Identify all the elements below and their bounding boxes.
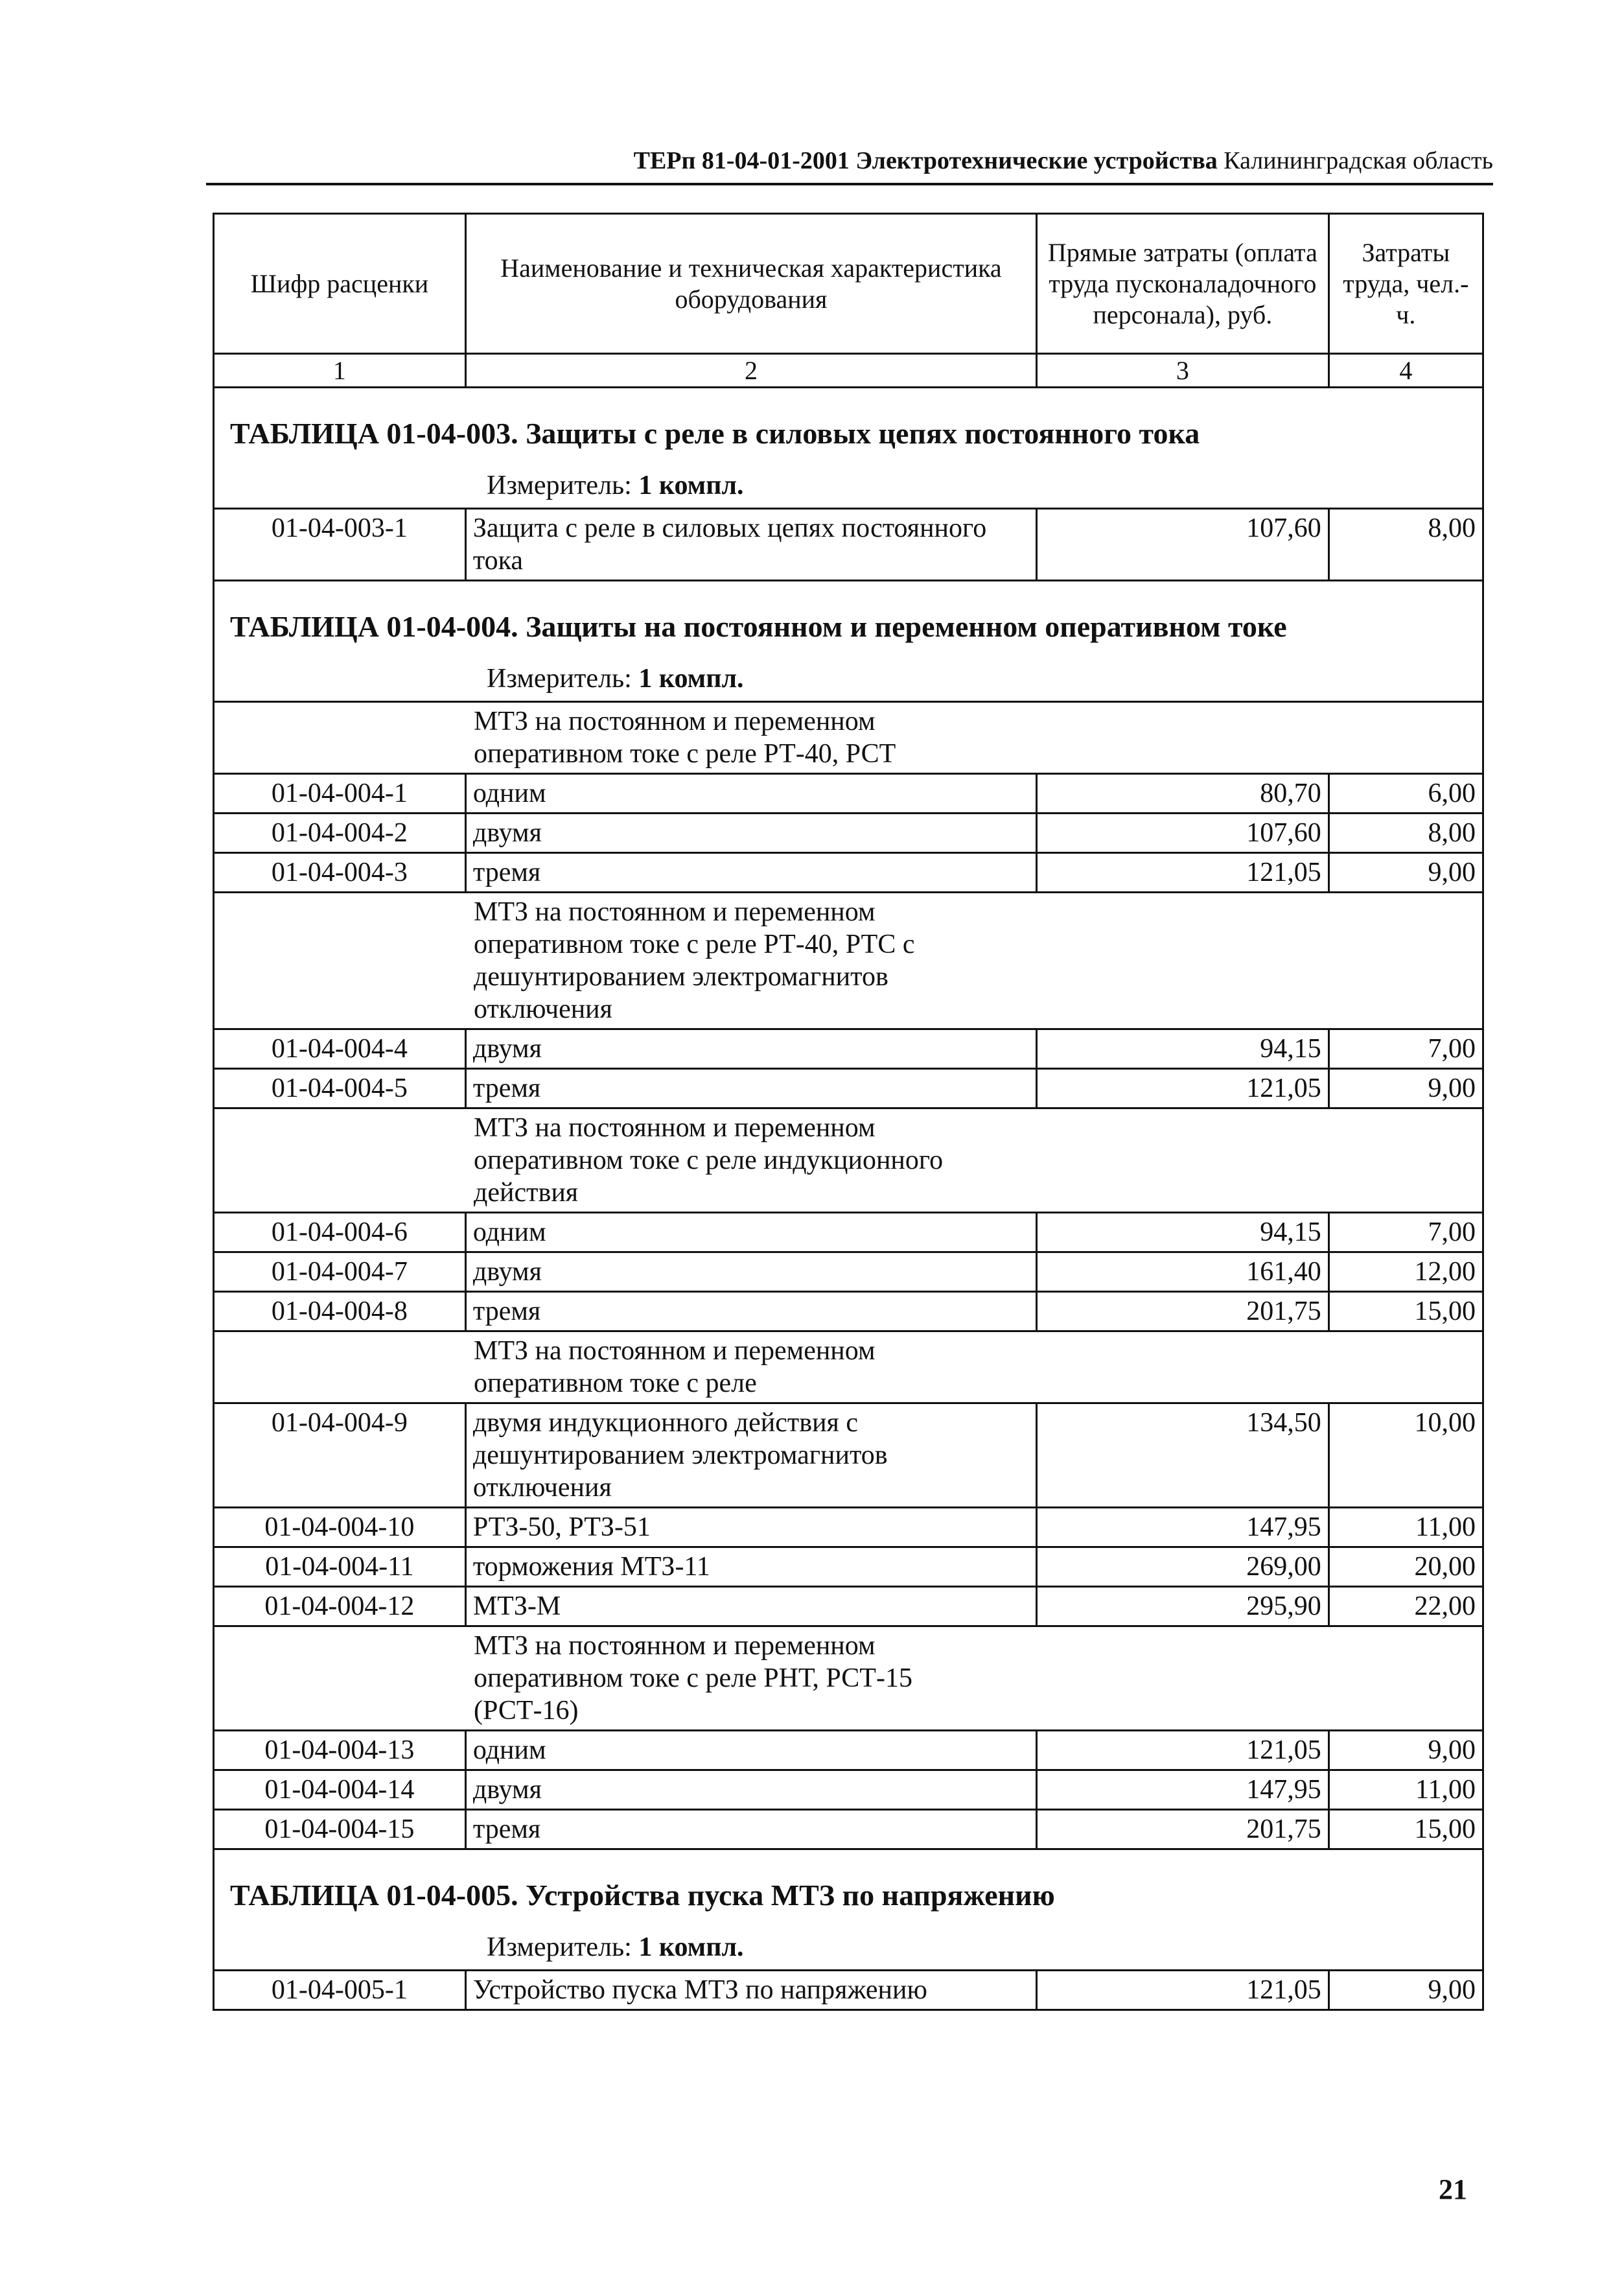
row-cost: 295,90 (1038, 1588, 1330, 1625)
row-cost: 134,50 (1038, 1404, 1330, 1506)
row-labor: 8,00 (1428, 513, 1476, 543)
row-name: одним (467, 1213, 1038, 1251)
meter-line (230, 1929, 1467, 1965)
table-body (215, 388, 1482, 2009)
group-heading-row (215, 703, 1482, 775)
group-heading: МТЗ на постоянном и переменном оперативном токе с реле РНТ, РСТ-15 (РСТ-16) (474, 1631, 912, 1726)
row-code: 01-04-004-2 (215, 814, 467, 852)
table-row (215, 854, 1482, 893)
row-labor: 22,00 (1414, 1591, 1476, 1621)
table-row (215, 1971, 1482, 2009)
group-heading: МТЗ на постоянном и переменном оперативном токе с реле РТ-40, РСТ (474, 707, 896, 769)
row-cost: 121,05 (1038, 1731, 1330, 1769)
table-title: ТАБЛИЦА 01-04-005. Устройства пуска МТЗ по напряжению (230, 1879, 1055, 1912)
group-spacer (215, 703, 467, 773)
row-code: 01-04-004-11 (215, 1548, 467, 1586)
row-code: 01-04-004-15 (215, 1810, 467, 1848)
table-row (215, 1508, 1482, 1548)
row-code: 01-04-004-8 (215, 1293, 467, 1330)
col-header-labor: Затраты труда, чел.-ч. (1343, 237, 1469, 329)
row-name: РТЗ-50, РТЗ-51 (467, 1508, 1038, 1546)
row-code: 01-04-004-9 (215, 1404, 467, 1506)
row-cost: 80,70 (1038, 775, 1330, 812)
header-region: Калининградская область (1224, 147, 1493, 174)
row-cost: 147,95 (1038, 1771, 1330, 1809)
row-cost: 147,95 (1038, 1508, 1330, 1546)
row-name: двумя (467, 1253, 1038, 1291)
meter-line (230, 661, 1467, 697)
table-row (215, 1213, 1482, 1253)
group-heading-row (215, 1332, 1482, 1404)
row-name: тремя (467, 1293, 1038, 1330)
row-code: 01-04-004-1 (215, 775, 467, 812)
row-cost: 269,00 (1038, 1548, 1330, 1586)
col-number-2: 2 (467, 355, 1038, 386)
row-labor: 10,00 (1414, 1408, 1476, 1438)
table-row (215, 1588, 1482, 1627)
meter-value: 1 компл. (638, 664, 744, 694)
table-row (215, 1404, 1482, 1508)
row-name: двумя (467, 814, 1038, 852)
group-spacer (215, 1627, 467, 1729)
col-number-1: 1 (215, 355, 467, 386)
table-row (215, 1253, 1482, 1293)
group-heading: МТЗ на постоянном и переменном оперативном токе с реле РТ-40, РТС с дешунтированием электромагнитов отключения (474, 897, 915, 1024)
meter-value: 1 компл. (638, 1932, 744, 1962)
group-heading-row (215, 893, 1482, 1030)
group-spacer (215, 893, 467, 1028)
row-name: тремя (467, 1810, 1038, 1848)
row-code: 01-04-004-7 (215, 1253, 467, 1291)
row-code: 01-04-003-1 (215, 510, 467, 580)
row-code: 01-04-004-6 (215, 1213, 467, 1251)
row-name: двумя индукционного действия с дешунтированием электромагнитов отключения (467, 1404, 1038, 1506)
row-name: тремя (467, 1070, 1038, 1107)
row-labor: 11,00 (1415, 1512, 1476, 1542)
row-code: 01-04-004-13 (215, 1731, 467, 1769)
row-name: МТЗ-М (467, 1588, 1038, 1625)
table-row (215, 1293, 1482, 1332)
table-title-row (215, 581, 1482, 703)
table-title-row (215, 1850, 1482, 1971)
row-labor: 15,00 (1414, 1814, 1476, 1844)
group-heading-row (215, 1109, 1482, 1213)
row-labor: 11,00 (1415, 1775, 1476, 1805)
table-row (215, 775, 1482, 814)
col-number-4: 4 (1399, 356, 1413, 385)
row-code: 01-04-005-1 (215, 1971, 467, 2009)
row-name: Защита с реле в силовых цепях постоянного тока (467, 510, 1038, 580)
table-row (215, 1030, 1482, 1070)
row-cost: 107,60 (1038, 510, 1330, 580)
row-name: тремя (467, 854, 1038, 891)
row-labor: 9,00 (1428, 1073, 1476, 1103)
table-title: ТАБЛИЦА 01-04-004. Защиты на постоянном и переменном оперативном токе (230, 610, 1287, 643)
row-cost: 201,75 (1038, 1293, 1330, 1330)
header-doc-code: ТЕРп 81-04-01-2001 Электротехнические устройства (633, 147, 1218, 174)
row-labor: 9,00 (1428, 1975, 1476, 2005)
row-code: 01-04-004-4 (215, 1030, 467, 1068)
group-heading: МТЗ на постоянном и переменном оперативном токе с реле (474, 1336, 876, 1398)
row-code: 01-04-004-12 (215, 1588, 467, 1625)
row-code: 01-04-004-10 (215, 1508, 467, 1546)
table-title-row (215, 388, 1482, 510)
row-cost: 94,15 (1038, 1030, 1330, 1068)
row-cost: 201,75 (1038, 1810, 1330, 1848)
column-header-row (215, 215, 1482, 355)
row-name: одним (467, 775, 1038, 812)
row-labor: 9,00 (1428, 1735, 1476, 1765)
group-spacer (215, 1332, 467, 1402)
col-header-cost: Прямые затраты (оплата труда пусконаладочного персонала), руб. (1038, 215, 1330, 353)
row-cost: 121,05 (1038, 1070, 1330, 1107)
row-labor: 7,00 (1428, 1034, 1476, 1064)
row-cost: 107,60 (1038, 814, 1330, 852)
row-cost: 121,05 (1038, 854, 1330, 891)
row-labor: 15,00 (1414, 1296, 1476, 1326)
row-name: двумя (467, 1771, 1038, 1809)
col-number-3: 3 (1038, 355, 1330, 386)
table-title: ТАБЛИЦА 01-04-003. Защиты с реле в силовых цепях постоянного тока (230, 417, 1200, 450)
col-header-name: Наименование и техническая характеристика оборудования (467, 215, 1038, 353)
group-heading-row (215, 1627, 1482, 1731)
row-code: 01-04-004-14 (215, 1771, 467, 1809)
meter-line (230, 467, 1467, 504)
row-code: 01-04-004-3 (215, 854, 467, 891)
row-name: торможения МТЗ-11 (467, 1548, 1038, 1586)
page-number: 21 (1439, 2174, 1467, 2205)
row-name: Устройство пуска МТЗ по напряжению (467, 1971, 1038, 2009)
group-heading: МТЗ на постоянном и переменном оперативном токе с реле индукционного действия (474, 1113, 944, 1208)
table-row (215, 1731, 1482, 1771)
row-cost: 94,15 (1038, 1213, 1330, 1251)
row-labor: 9,00 (1428, 858, 1476, 887)
row-labor: 7,00 (1428, 1217, 1476, 1247)
row-labor: 20,00 (1414, 1552, 1476, 1582)
row-cost: 121,05 (1038, 1971, 1330, 2009)
row-name: одним (467, 1731, 1038, 1769)
row-labor: 6,00 (1428, 779, 1476, 808)
price-table (213, 213, 1484, 2011)
table-row (215, 1548, 1482, 1588)
table-row (215, 1771, 1482, 1810)
table-row (215, 814, 1482, 854)
meter-value: 1 компл. (638, 471, 744, 500)
col-header-code: Шифр расценки (215, 215, 467, 353)
table-row (215, 510, 1482, 581)
table-row (215, 1070, 1482, 1109)
meter-label: Измеритель: (487, 1932, 632, 1962)
meter-label: Измеритель: (487, 664, 632, 694)
group-spacer (215, 1109, 467, 1212)
row-labor: 8,00 (1428, 818, 1476, 848)
header-rule (206, 183, 1493, 185)
row-cost: 161,40 (1038, 1253, 1330, 1291)
meter-label: Измеритель: (487, 471, 632, 500)
row-name: двумя (467, 1030, 1038, 1068)
row-code: 01-04-004-5 (215, 1070, 467, 1107)
row-labor: 12,00 (1414, 1257, 1476, 1287)
running-header (206, 146, 1493, 175)
table-row (215, 1810, 1482, 1850)
column-number-row (215, 355, 1482, 388)
